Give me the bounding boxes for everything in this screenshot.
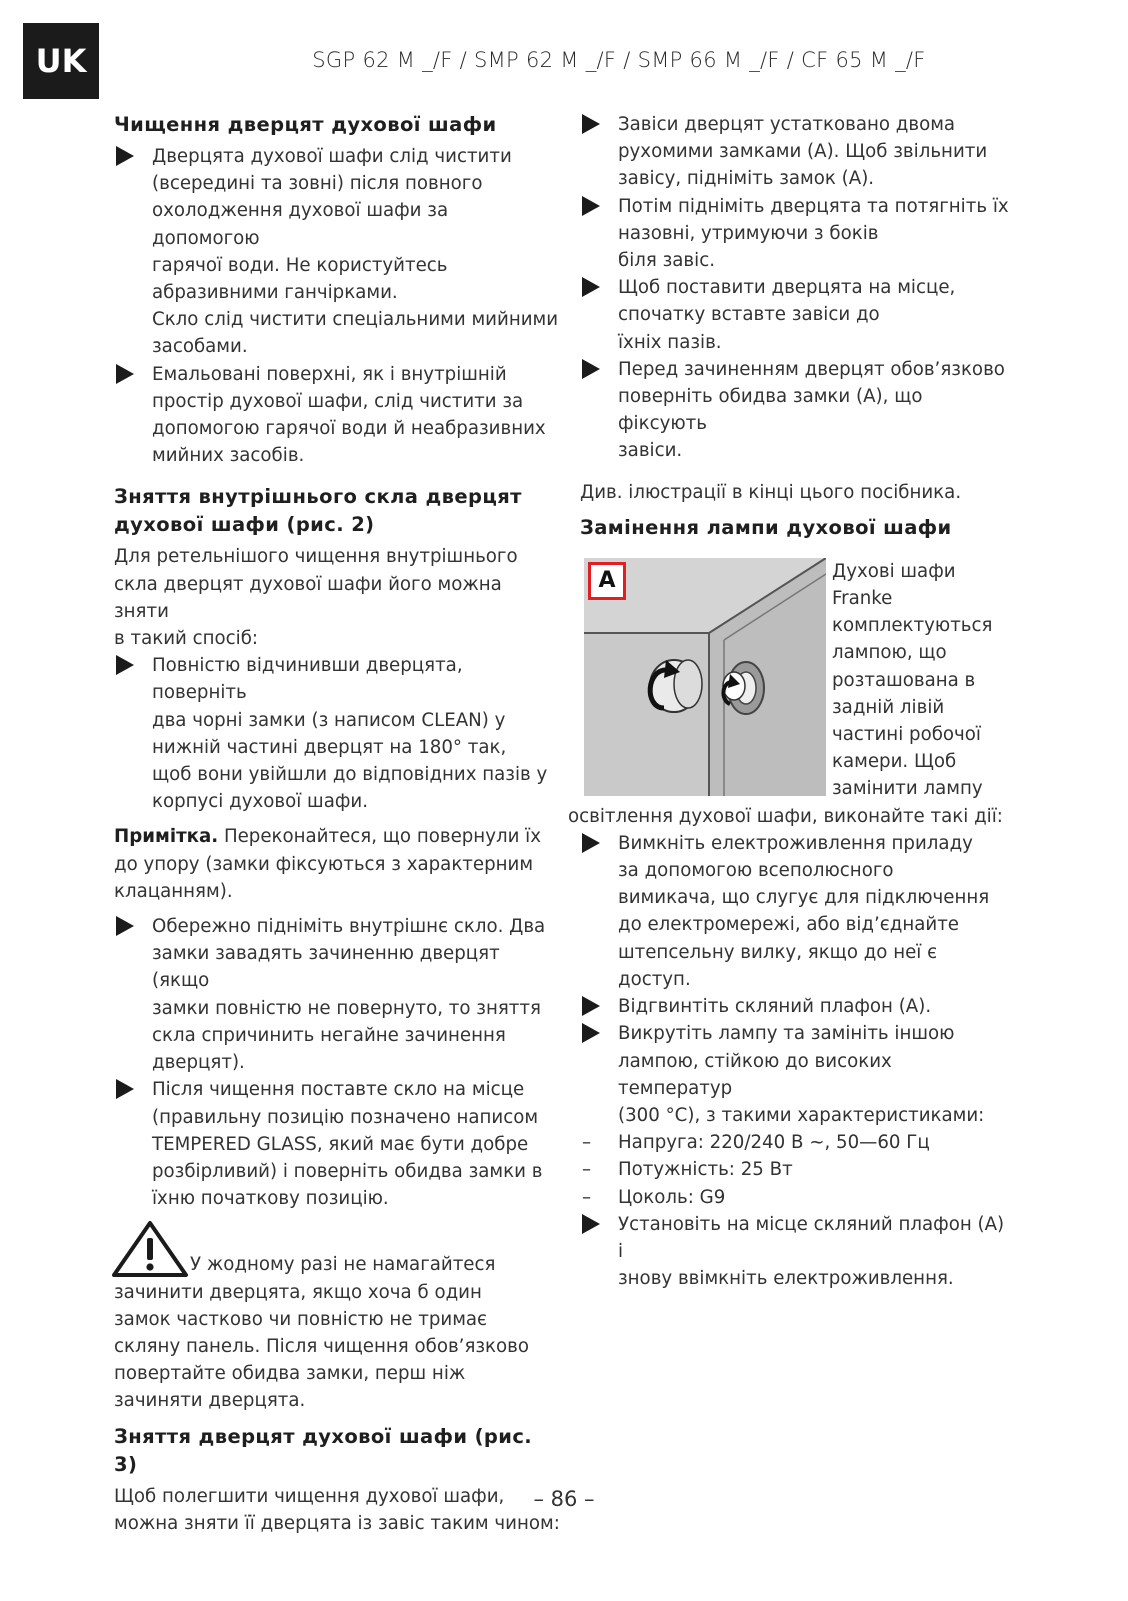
text-line: Завіси дверцят устатковано двома [618, 114, 956, 135]
bullet-triangle-icon [116, 916, 134, 936]
bullet-triangle-icon [582, 114, 600, 134]
text-line: клацанням). [114, 880, 233, 902]
list-item [580, 1211, 1010, 1293]
list-item [580, 830, 1010, 993]
text-line: Franke [832, 588, 893, 610]
dash-marker: – [582, 1159, 592, 1181]
text-line: частині робочої [832, 724, 981, 746]
text-line: Щоб полегшити чищення духової шафи, [114, 1485, 505, 1507]
page-number: – 86 – [533, 1487, 595, 1511]
text-line: завіси. [618, 440, 683, 462]
text-line: мийних засобів. [152, 445, 305, 467]
text-line: духової шафи (рис. 2) [114, 513, 375, 537]
text-line: біля завіс. [618, 250, 715, 272]
text-line: камери. Щоб [832, 751, 957, 773]
left-column [114, 111, 560, 1537]
text-line: засобами. [152, 336, 248, 358]
section-title-door-removal: Зняття дверцят духової шафи (рис. 3) [114, 1424, 533, 1476]
list-item [114, 1076, 560, 1212]
list-item [580, 1020, 1010, 1129]
text-line: в такий спосіб: [114, 628, 259, 650]
text-line: їхню початкову позицію. [152, 1188, 389, 1210]
text-line: їхніх пазів. [618, 331, 722, 353]
warning-triangle-icon [112, 1220, 190, 1278]
text-line: лампою, стійкою до високих температур [618, 1050, 892, 1099]
text-line: освітлення духової шафи, виконайте такі дії: [568, 805, 1003, 827]
bullet-triangle-icon [582, 359, 600, 379]
text-line: штепсельну вилку, якщо до неї є доступ. [618, 941, 938, 990]
text-line: Установіть на місце скляний плафон (A) і [618, 1213, 1005, 1262]
list-item [114, 361, 560, 470]
text-line: дверцят). [152, 1052, 245, 1074]
section-title-lamp-replacement: Замінення лампи духової шафи [580, 515, 952, 539]
text-line: Цоколь: G9 [618, 1186, 726, 1208]
text-line: Відгвинтіть скляний плафон (A). [618, 996, 932, 1018]
text-line: Напруга: 220/240 В ~, 50—60 Гц [618, 1132, 930, 1154]
text-line: Переконайтеся, що повернули їх [218, 826, 542, 848]
bullet-triangle-icon [116, 655, 134, 675]
dash-marker: – [582, 1132, 592, 1154]
note-label: Примітка. [114, 826, 219, 848]
text-line: щоб вони увійшли до відповідних пазів у [152, 764, 548, 786]
bullet-triangle-icon [582, 1214, 600, 1234]
bullet-triangle-icon [116, 146, 134, 166]
dash-marker: – [582, 1186, 592, 1208]
spec-item-voltage [580, 1129, 1010, 1156]
text-line: Після чищення поставте скло на місце [152, 1079, 525, 1101]
list-item [580, 111, 1010, 193]
text-line: знову ввімкніть електроживлення. [618, 1268, 954, 1290]
text-line: Потужність: 25 Вт [618, 1159, 793, 1181]
text-line: Для ретельнішого чищення внутрішнього [114, 546, 518, 568]
lamp-figure-image [584, 558, 826, 796]
text-line: зачиняти дверцята. [114, 1390, 306, 1412]
text-line: Емальовані поверхні, як і внутрішній [152, 363, 507, 385]
model-header: SGP 62 M _/F / SMP 62 M _/F / SMP 66 M _/F / CF 65 M _/F [312, 48, 926, 72]
note-paragraph [114, 823, 560, 905]
text-line: Щоб поставити дверцята на місце, [618, 277, 956, 299]
text-line: до електромережі, або від’єднайте [618, 914, 959, 936]
text-line: скла дверцят духової шафи його можна зняти [114, 573, 502, 622]
list-item [580, 193, 1010, 275]
text-line: за допомогою всеполюсного [618, 860, 894, 882]
section-title-inner-glass [114, 483, 560, 539]
text-line: зачинити дверцята, якщо хоча б один [114, 1281, 482, 1303]
text-line: Дверцята духової шафи слід чистити [152, 146, 512, 167]
bullet-triangle-icon [582, 996, 600, 1016]
text-line: Потім підніміть дверцята та потягніть їх [618, 195, 1009, 217]
text-line: (правильну позицію позначено написом [152, 1106, 539, 1128]
text-line: вимикача, що слугує для підключення [618, 887, 990, 909]
text-line: абразивними ганчірками. [152, 282, 398, 304]
language-badge [23, 23, 99, 99]
figure-label: A [588, 562, 626, 600]
warning-block [114, 1220, 560, 1414]
text-line: лампою, що [832, 642, 947, 664]
text-line: Повністю відчинивши дверцята, поверніть [152, 655, 463, 704]
list-item [580, 356, 1010, 465]
text-line: Обережно підніміть внутрішнє скло. Два [152, 916, 546, 938]
list-item [114, 143, 560, 361]
text-line: замок частково чи повністю не тримає [114, 1308, 488, 1330]
text-line: спочатку вставте завіси до [618, 304, 880, 326]
text-line: замки повністю не повернуто, то зняття [152, 997, 541, 1019]
list-item [114, 913, 560, 1076]
lamp-intro [568, 546, 1010, 830]
text-line: допомогою гарячої води й неабразивних [152, 418, 546, 440]
text-line: Вимкніть електроживлення приладу [618, 832, 973, 854]
text-line: поверніть обидва замки (A), що фіксують [618, 386, 923, 435]
paragraph [114, 543, 560, 652]
text-line: розташована в [832, 669, 976, 691]
text-line: (300 °C), з такими характеристиками: [618, 1104, 985, 1126]
bullet-triangle-icon [582, 1023, 600, 1043]
text-line: розбірливий) і поверніть обидва замки в [152, 1160, 543, 1182]
bullet-triangle-icon [582, 833, 600, 853]
list-item [114, 652, 560, 815]
text-line: гарячої води. Не користуйтесь [152, 254, 448, 276]
text-line: рухомими замками (A). Щоб звільнити [618, 141, 988, 163]
text-line: Скло слід чистити спеціальними мийними [152, 309, 559, 331]
text-line: Духові шафи [832, 560, 956, 582]
text-line: простір духової шафи, слід чистити за [152, 390, 524, 412]
list-item [580, 274, 1010, 356]
text-line: Зняття внутрішнього скла дверцят [114, 485, 522, 509]
list-item [580, 993, 1010, 1020]
text-line: до упору (замки фіксуються з характерним [114, 853, 534, 875]
text-line: назовні, утримуючи з боків [618, 222, 879, 244]
text-line: замки завадять зачиненню дверцят (якщо [152, 943, 500, 992]
text-line: корпусі духової шафи. [152, 791, 368, 813]
text-line: Викрутіть лампу та замініть іншою [618, 1023, 955, 1045]
bullet-triangle-icon [582, 196, 600, 216]
text-line: У жодному разі не намагайтеся [190, 1254, 496, 1276]
text-line: задній лівій [832, 696, 945, 718]
bullet-triangle-icon [116, 1079, 134, 1099]
spec-item-socket [580, 1184, 1010, 1211]
bullet-triangle-icon [116, 364, 134, 384]
text-line: нижній частині дверцят на 180° так, [152, 736, 507, 758]
spec-item-power [580, 1156, 1010, 1183]
text-line: охолодження духової шафи за допомогою [152, 200, 449, 249]
illustration-reference: Див. ілюстрації в кінці цього посібника. [580, 481, 962, 503]
text-line: завісу, підніміть замок (A). [618, 168, 875, 190]
section-title-door-cleaning: Чищення дверцят духової шафи [114, 113, 497, 136]
text-line: комплектуються [832, 615, 993, 637]
text-line: можна зняти її дверцята із завіс таким чином: [114, 1512, 560, 1534]
text-line: скла спричинить негайне зачинення [152, 1024, 506, 1046]
text-line: Перед зачиненням дверцят обов’язково [618, 358, 1005, 380]
text-line: замінити лампу [832, 778, 983, 800]
text-line: скляну панель. Після чищення обов’язково [114, 1335, 530, 1357]
text-line: два чорні замки (з написом CLEAN) у [152, 709, 506, 731]
text-line: TEMPERED GLASS, який має бути добре [152, 1133, 529, 1155]
language-code: UK [35, 42, 87, 80]
bullet-triangle-icon [582, 277, 600, 297]
text-line: (всередині та зовні) після повного [152, 173, 483, 195]
right-column [568, 111, 1010, 1292]
text-line: повертайте обидва замки, перш ніж [114, 1363, 466, 1385]
